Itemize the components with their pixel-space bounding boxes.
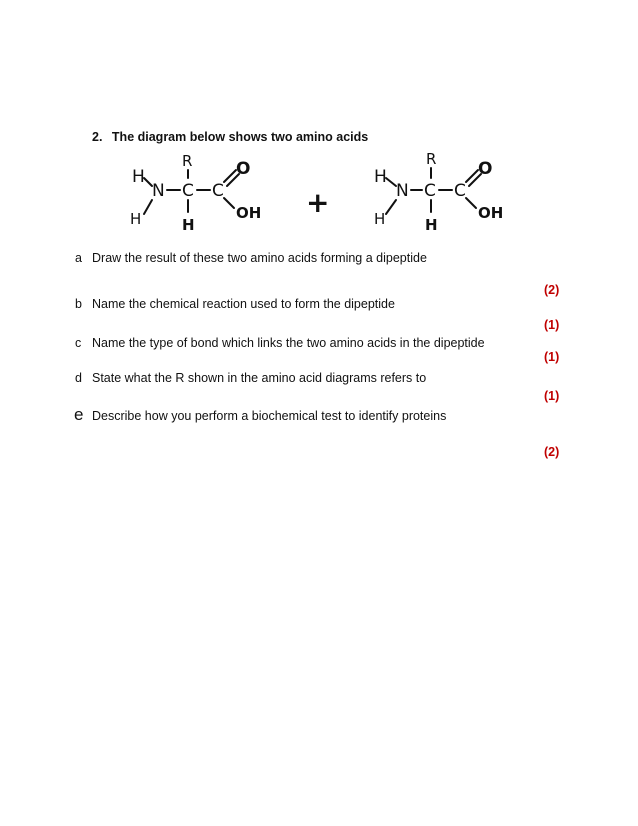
aa2-r: R xyxy=(426,150,437,168)
amino-acid-2 xyxy=(374,150,503,234)
aa2-oh: OH xyxy=(478,204,504,222)
aa2-c-alpha: C xyxy=(424,181,436,201)
aa2-h-top: H xyxy=(374,167,387,187)
item-text: Name the type of bond which links the two amino acids in the dipeptide xyxy=(92,336,485,350)
item-letter: a xyxy=(75,251,82,265)
question-title: The diagram below shows two amino acids xyxy=(111,130,369,144)
aa2-h-alpha: H xyxy=(425,216,438,234)
aa2-c-carboxyl: C xyxy=(454,181,466,201)
aa1-h-alpha: H xyxy=(182,216,195,234)
item-text: Describe how you perform a biochemical test to identify proteins xyxy=(92,409,447,423)
item-text: Draw the result of these two amino acids forming a dipeptide xyxy=(92,251,427,265)
aa2-o: O xyxy=(478,159,493,179)
item-text: Name the chemical reaction used to form the dipeptide xyxy=(92,297,395,311)
item-letter: c xyxy=(75,336,82,350)
plus-sign: + xyxy=(306,186,330,219)
question-heading xyxy=(92,130,368,144)
marks-e: (2) xyxy=(544,445,560,459)
marks-a: (2) xyxy=(544,283,560,297)
item-letter: b xyxy=(75,297,82,311)
item-text: State what the R shown in the amino acid diagrams refers to xyxy=(92,371,427,385)
aa1-r: R xyxy=(182,152,193,170)
question-number: 2. xyxy=(92,130,103,144)
amino-acid-1 xyxy=(130,152,261,234)
amino-acid-diagram xyxy=(120,148,520,238)
aa2-n: N xyxy=(396,181,409,201)
aa1-oh: OH xyxy=(236,204,262,222)
aa1-h-top: H xyxy=(132,167,145,187)
marks-b: (1) xyxy=(544,318,560,332)
aa1-h-bottom: H xyxy=(130,210,142,228)
aa2-h-bottom: H xyxy=(374,210,386,228)
aa1-c-alpha: C xyxy=(182,181,194,201)
item-letter: d xyxy=(75,371,82,385)
aa1-o: O xyxy=(236,159,251,179)
item-letter: e xyxy=(74,405,84,424)
aa1-n: N xyxy=(152,181,165,201)
marks-c: (1) xyxy=(544,350,560,364)
marks-d: (1) xyxy=(544,389,560,403)
aa1-c-carboxyl: C xyxy=(212,181,224,201)
